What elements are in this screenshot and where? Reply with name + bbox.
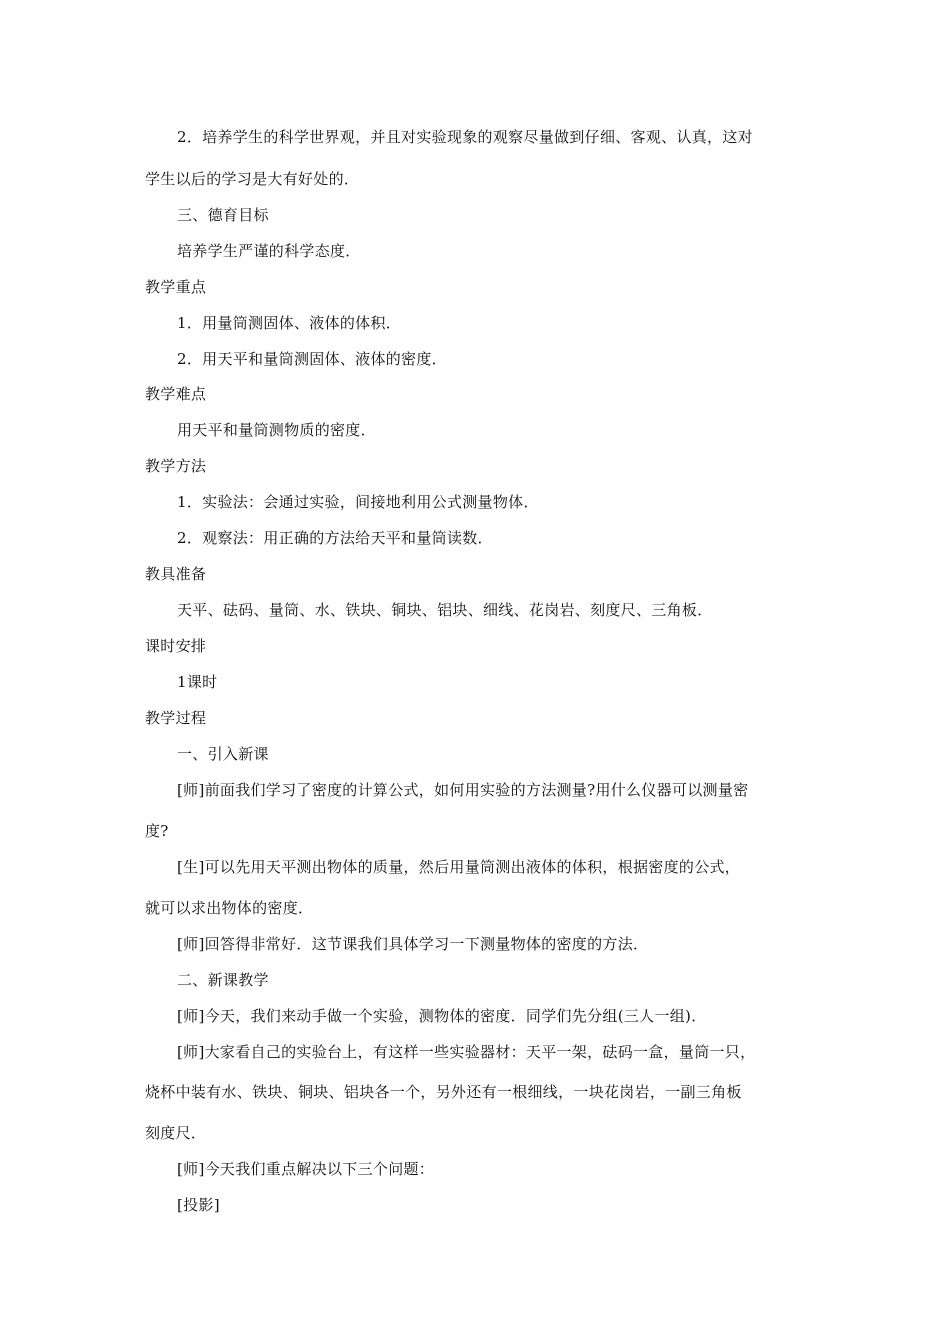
paragraph-line: 2．培养学生的科学世界观，并且对实验现象的观察尽量做到仔细、客观、认真，这对 bbox=[177, 128, 753, 146]
paragraph-line: [师]今天我们重点解决以下三个问题： bbox=[177, 1160, 435, 1178]
section-heading: 一、引入新课 bbox=[177, 745, 269, 763]
section-heading: 教学重点 bbox=[145, 278, 207, 296]
paragraph-line: [师]大家看自己的实验台上，有这样一些实验器材：天平一架，砝码一盒，量筒一只， bbox=[177, 1043, 756, 1061]
paragraph-line: 用天平和量筒测物质的密度． bbox=[177, 421, 376, 439]
paragraph-line: 烧杯中装有水、铁块、铜块、铝块各一个，另外还有一根细线，一块花岗岩，一副三角板 bbox=[145, 1083, 742, 1101]
list-item: 2．观察法：用正确的方法给天平和量筒读数． bbox=[177, 529, 493, 547]
list-item: 2．用天平和量筒测固体、液体的密度． bbox=[177, 350, 447, 368]
section-heading: 教具准备 bbox=[145, 565, 207, 583]
section-heading: 三、德育目标 bbox=[177, 206, 269, 224]
section-heading: 教学方法 bbox=[145, 457, 207, 475]
paragraph-line: [师]前面我们学习了密度的计算公式，如何用实验的方法测量?用什么仪器可以测量密 bbox=[177, 781, 749, 799]
paragraph-line: [师]回答得非常好．这节课我们具体学习一下测量物体的密度的方法． bbox=[177, 935, 649, 953]
section-heading: 课时安排 bbox=[145, 637, 207, 655]
paragraph-line: 学生以后的学习是大有好处的． bbox=[145, 170, 360, 188]
paragraph-line: [生]可以先用天平测出物体的质量，然后用量筒测出液体的体积，根据密度的公式， bbox=[177, 858, 741, 876]
paragraph-line: 刻度尺． bbox=[145, 1124, 207, 1142]
paragraph-line: [师]今天，我们来动手做一个实验，测物体的密度．同学们先分组(三人一组)． bbox=[177, 1007, 707, 1025]
section-heading: 教学难点 bbox=[145, 385, 207, 403]
list-item: 1．实验法：会通过实验，间接地利用公式测量物体． bbox=[177, 493, 539, 511]
section-heading: 二、新课教学 bbox=[177, 971, 269, 989]
paragraph-line: 度? bbox=[145, 822, 169, 840]
paragraph-line: 天平、砝码、量筒、水、铁块、铜块、铝块、细线、花岗岩、刻度尺、三角板． bbox=[177, 601, 713, 619]
paragraph-line: 就可以求出物体的密度． bbox=[145, 899, 314, 917]
paragraph-line: [投影] bbox=[177, 1196, 220, 1214]
paragraph-line: 1课时 bbox=[177, 673, 218, 691]
list-item: 1．用量筒测固体、液体的体积． bbox=[177, 314, 402, 332]
section-heading: 教学过程 bbox=[145, 709, 207, 727]
paragraph-line: 培养学生严谨的科学态度． bbox=[177, 242, 361, 260]
